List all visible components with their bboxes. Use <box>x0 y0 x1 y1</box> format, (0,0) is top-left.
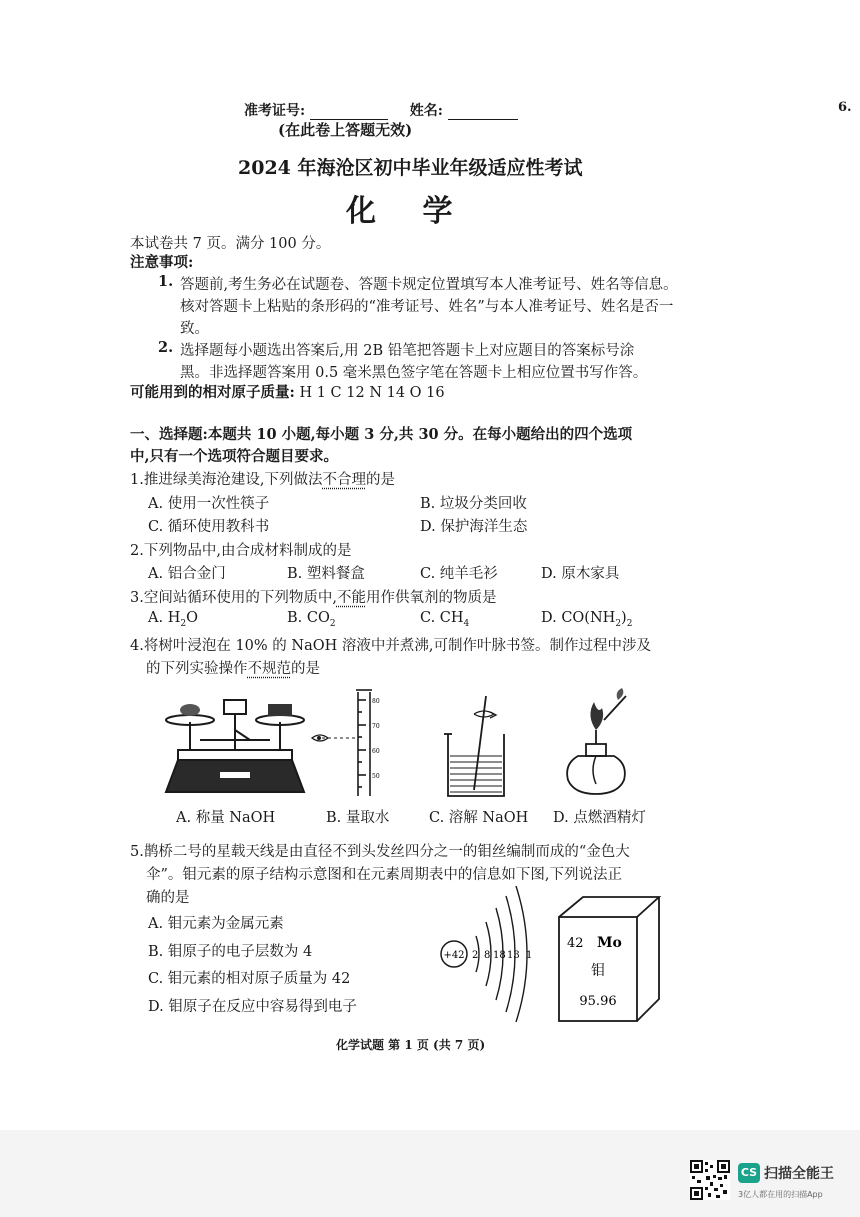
element-atomic-number: 42 <box>567 936 584 951</box>
paper-info: 本试卷共 7 页。满分 100 分。 <box>130 236 331 252</box>
note1-number: 1. <box>158 273 174 290</box>
periodic-table-cell <box>555 895 665 1025</box>
cylinder-tick-80: 80 <box>372 698 380 705</box>
name-label: 姓名: <box>409 103 443 119</box>
beaker-stirring-figure <box>440 690 520 800</box>
edge-page-number: 6. <box>838 100 852 115</box>
note1-line3: 致。 <box>180 321 209 337</box>
q3-option-d: D. $CO(NH_2)_2$ <box>541 610 633 629</box>
atomic-mass-label: 可能用到的相对原子质量: <box>130 384 295 401</box>
note1-line2: 核对答题卡上粘贴的条形码的“准考证号、姓名”与本人准考证号、姓名是否一 <box>180 299 674 315</box>
cylinder-tick-70: 70 <box>372 723 380 730</box>
shell-electrons-4: 13 <box>507 950 520 961</box>
exam-id-label: 准考证号: <box>244 103 306 119</box>
name-blank[interactable] <box>448 107 518 120</box>
cylinder-tick-60: 60 <box>372 748 380 755</box>
q1-stem <box>130 468 395 489</box>
shell-electrons-3: 18 <box>493 950 506 961</box>
note2-line1: 选择题每小题选出答案后,用 2B 铅笔把答题卡上对应题目的答案标号涂 <box>180 343 635 359</box>
q5-option-a: A. 钼元素为金属元素 <box>148 916 284 932</box>
q4-stem-line1: 4.将树叶浸泡在 10% 的 NaOH 溶液中并煮沸,可制作叶脉书签。制作过程中涉及 <box>130 638 651 654</box>
scanner-app-name: 扫描全能王 <box>764 1166 834 1182</box>
atomic-mass-values: H 1 C 12 N 14 O 16 <box>299 385 445 401</box>
candidate-info-line <box>244 100 518 120</box>
camscanner-logo-icon: CS <box>738 1163 760 1183</box>
note2-line2: 黑。非选择题答案用 0.5 毫米黑色签字笔在答题卡上相应位置书写作答。 <box>180 365 648 381</box>
q4-stem-line2 <box>146 657 320 678</box>
q1-stem-end: 的是 <box>365 472 395 488</box>
shell-electrons-1: 2 <box>472 950 479 961</box>
q4-stem-emphasis: 不规范 <box>247 661 291 677</box>
q3-stem <box>130 586 496 607</box>
q5-stem-line1: 5.鹊桥二号的星载天线是由直径不到头发丝四分之一的钼丝编制而成的“金色大 <box>130 844 630 860</box>
element-atomic-mass: 95.96 <box>579 994 617 1009</box>
q2-stem: 2.下列物品中,由合成材料制成的是 <box>130 543 352 559</box>
q4-option-c: C. 溶解 NaOH <box>429 810 529 826</box>
graduated-cylinder-figure <box>310 688 390 800</box>
balance-figure <box>160 692 310 796</box>
q1-stem-emphasis: 不合理 <box>322 472 366 488</box>
q3-stem-emphasis: 不能 <box>336 590 366 606</box>
section1-line2: 中,只有一个选项符合题目要求。 <box>130 448 339 465</box>
shell-electrons-2: 8 <box>484 950 491 961</box>
atomic-mass-line <box>130 381 445 402</box>
scanner-tagline: 3亿人都在用的扫描App <box>738 1190 823 1199</box>
page-footer: 化学试题 第 1 页 (共 7 页) <box>336 1038 486 1052</box>
alcohol-lamp-figure <box>556 686 636 798</box>
q4-stem-end: 的是 <box>291 661 320 677</box>
exam-title: 2024 年海沧区初中毕业年级适应性考试 <box>238 157 583 179</box>
notes-title: 注意事项: <box>130 254 194 271</box>
q2-option-c: C. 纯羊毛衫 <box>420 566 498 582</box>
q2-option-b: B. 塑料餐盒 <box>287 566 365 582</box>
shell-electrons-5: 1 <box>526 950 533 961</box>
atomic-structure-diagram <box>436 884 546 1024</box>
q1-option-a: A. 使用一次性筷子 <box>148 496 270 512</box>
q3-option-b: B. $CO_2$ <box>287 610 336 629</box>
element-symbol: Mo <box>597 935 622 951</box>
element-chinese-name: 钼 <box>591 963 605 979</box>
qr-code-icon <box>690 1160 730 1200</box>
q5-option-c: C. 钼元素的相对原子质量为 42 <box>148 971 351 987</box>
q2-option-a: A. 铝合金门 <box>148 566 226 582</box>
q1-option-c: C. 循环使用教科书 <box>148 519 270 535</box>
section1-line1: 一、选择题:本题共 10 小题,每小题 3 分,共 30 分。在每小题给出的四个选项 <box>130 426 633 443</box>
q5-option-d: D. 钼原子在反应中容易得到电子 <box>148 999 357 1015</box>
note2-number: 2. <box>158 339 174 356</box>
q4-stem-text: 的下列实验操作 <box>146 661 248 677</box>
nucleus-charge: +42 <box>443 950 465 961</box>
q1-option-d: D. 保护海洋生态 <box>420 519 528 535</box>
q3-option-a: A. $H_2O$ <box>148 610 198 629</box>
q5-option-b: B. 钼原子的电子层数为 4 <box>148 944 313 960</box>
cylinder-tick-50: 50 <box>372 773 380 780</box>
note1-line1: 答题前,考生务必在试题卷、答题卡规定位置填写本人准考证号、姓名等信息。 <box>180 277 678 293</box>
q4-option-a: A. 称量 NaOH <box>176 810 276 826</box>
q3-option-c: C. $CH_4$ <box>420 610 470 629</box>
invalid-notice: (在此卷上答题无效) <box>278 121 413 139</box>
q5-stem-line2: 伞”。钼元素的原子结构示意图和在元素周期表中的信息如下图,下列说法正 <box>146 867 623 883</box>
subject-title: 化 学 <box>346 194 471 229</box>
scan-background-strip <box>0 1130 860 1217</box>
q4-option-b: B. 量取水 <box>326 810 390 826</box>
q3-stem-text: 3.空间站循环使用的下列物质中, <box>130 590 337 606</box>
q4-option-d: D. 点燃酒精灯 <box>553 810 646 826</box>
q1-stem-text: 1.推进绿美海沧建设,下列做法 <box>130 472 323 488</box>
q2-option-d: D. 原木家具 <box>541 566 620 582</box>
q1-option-b: B. 垃圾分类回收 <box>420 496 527 512</box>
q3-stem-end: 用作供氧剂的物质是 <box>365 590 497 606</box>
q5-stem-line3: 确的是 <box>146 890 190 906</box>
